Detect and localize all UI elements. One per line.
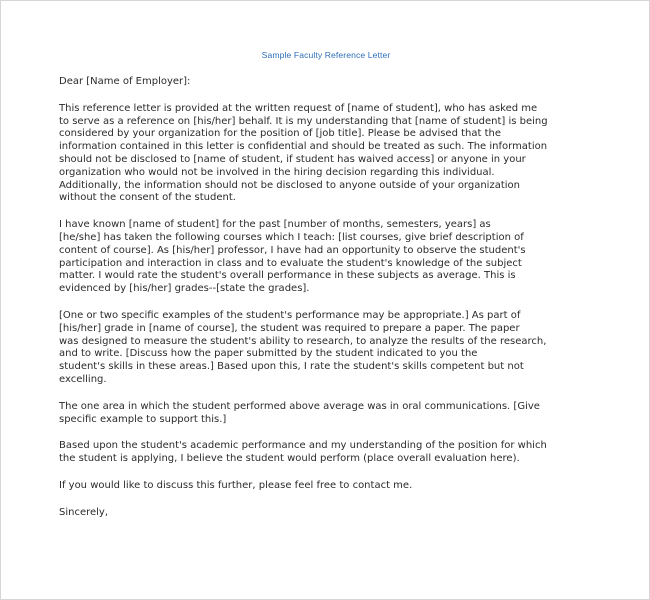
paragraph-oral-communications (59, 401, 599, 427)
paragraph-line: should not be disclosed to [name of student, if student has waived access] or anyone in your (59, 153, 526, 165)
paragraph-line: information contained in this letter is confidential and should be treated as such. The information (59, 141, 548, 153)
document-title: Sample Faculty Reference Letter (261, 50, 391, 60)
paragraph-line: If you would like to discuss this further, please feel free to contact me. (59, 479, 413, 491)
salutation (59, 76, 599, 89)
paragraph-confidentiality (59, 103, 599, 205)
paragraph-line: [his/her] grade in [name of course], the student was required to prepare a paper. The paper (59, 322, 520, 334)
paragraph-line: Additionally, the information should not be disclosed to anyone outside of your organization (59, 179, 520, 191)
paragraph-line: matter. I would rate the student's overall performance in these subjects as average. This is (59, 270, 516, 282)
paragraph-line: I have known [name of student] for the past [number of months, semesters, years] as (59, 219, 491, 231)
paragraph-line: participation and interaction in class and to evaluate the student's knowledge of the subject (59, 257, 522, 269)
closing (59, 507, 599, 520)
paragraph-line: content of course]. As [his/her] professor, I have had an opportunity to observe the student's (59, 244, 526, 256)
paragraph-contact (59, 480, 599, 493)
paragraph-line: [One or two specific examples of the student's performance may be appropriate.] As part of (59, 309, 521, 321)
paragraph-line: to serve as a reference on [his/her] behalf. It is my understanding that [name of student] is being (59, 115, 548, 127)
letter-body (59, 76, 599, 520)
paragraph-line: This reference letter is provided at the written request of [name of student], who has asked me (59, 102, 538, 114)
paragraph-line: considered by your organization for the position of [job title]. Please be advised that the (59, 128, 502, 140)
paragraph-courses (59, 219, 599, 296)
paragraph-line: was designed to measure the student's ability to research, to analyze the results of the research, (59, 335, 547, 347)
paragraph-line: and to write. [Discuss how the paper submitted by the student indicated to you the (59, 348, 478, 360)
paragraph-line: student's skills in these areas.] Based upon this, I rate the student's skills competent but not (59, 361, 524, 373)
paragraph-examples (59, 310, 599, 387)
closing-line: Sincerely, (59, 506, 109, 518)
paragraph-line: the student is applying, I believe the student would perform (place overall evaluation here). (59, 453, 520, 465)
paragraph-line: [he/she] has taken the following courses which I teach: [list courses, give brief description of (59, 231, 524, 243)
paragraph-evaluation (59, 440, 599, 466)
paragraph-line: Based upon the student's academic performance and my understanding of the position for which (59, 440, 547, 452)
paragraph-line: The one area in which the student performed above average was in oral communications. [Give (59, 400, 540, 412)
paragraph-line: without the consent of the student. (59, 192, 236, 204)
paragraph-line: organization who would not be involved in the hiring decision regarding this individual. (59, 166, 495, 178)
salutation-line: Dear [Name of Employer]: (59, 76, 191, 87)
paragraph-line: specific example to support this.] (59, 413, 227, 425)
paragraph-line: evidenced by [his/her] grades--[state the grades]. (59, 283, 310, 295)
paragraph-line: excelling. (59, 373, 107, 385)
